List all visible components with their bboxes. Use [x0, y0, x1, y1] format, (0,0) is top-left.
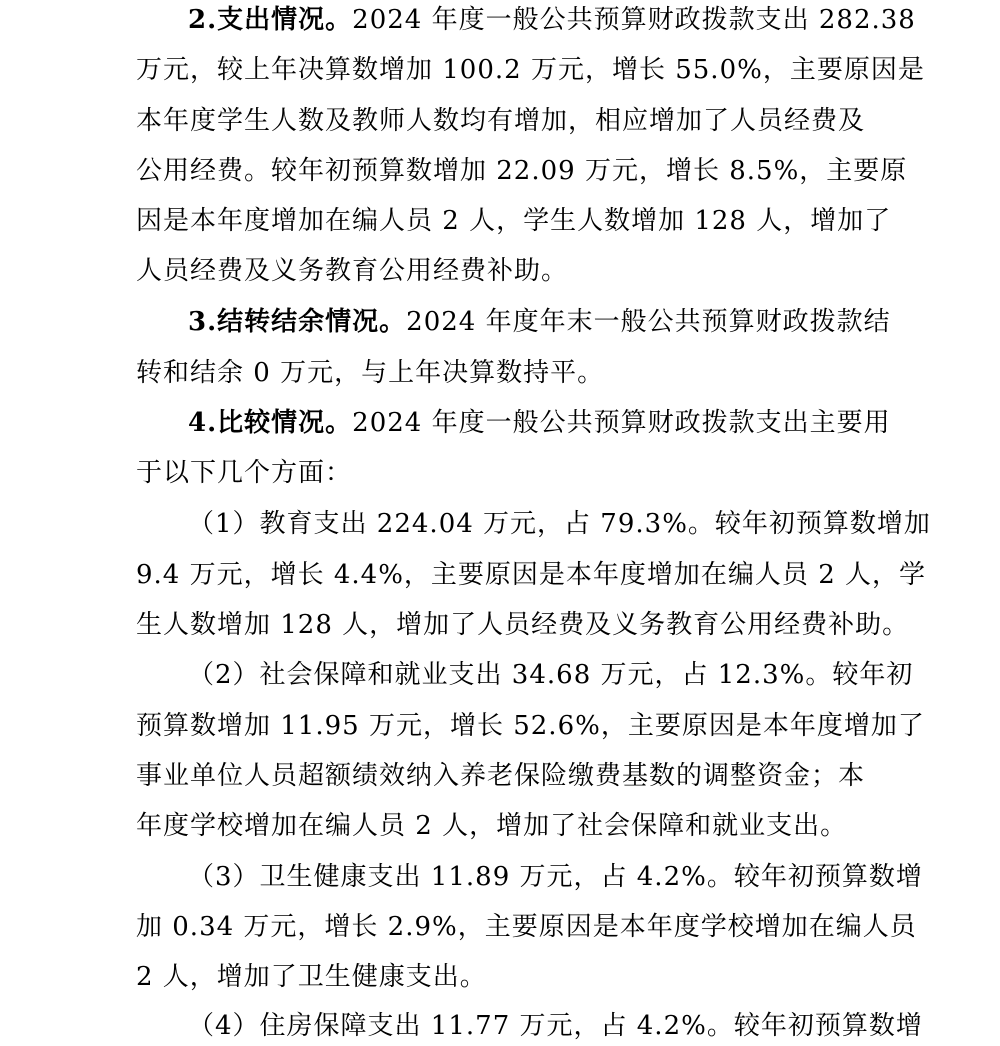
paragraph-text: 2024 年度一般公共预算财政拨款支出主要用	[352, 408, 891, 438]
paragraph-2-line-4: 公用经费。较年初预算数增加 22.09 万元，增长 8.5%，主要原	[136, 156, 908, 186]
item-3-line-2: 加 0.34 万元，增长 2.9%，主要原因是本年度学校增加在编人员	[136, 912, 917, 942]
section-heading-4: 4.比较情况。	[188, 408, 353, 438]
paragraph-3-line-1	[188, 302, 896, 342]
paragraph-text: 2024 年度年末一般公共预算财政拨款结	[406, 307, 891, 337]
item-3-line-3: 2 人，增加了卫生健康支出。	[136, 962, 487, 992]
paragraph-4-line-1	[188, 403, 896, 443]
item-1-line-3: 生人数增加 128 人，增加了人员经费及义务教育公用经费补助。	[136, 610, 910, 640]
paragraph-2-line-6: 人员经费及义务教育公用经费补助。	[136, 256, 569, 286]
paragraph-2-line-1	[188, 0, 916, 40]
paragraph-text: 2024 年度一般公共预算财政拨款支出 282.38	[352, 5, 916, 35]
paragraph-2-line-2: 万元，较上年决算数增加 100.2 万元，增长 55.0%，主要原因是	[136, 55, 925, 85]
section-heading-2: 2.支出情况。	[188, 5, 353, 35]
item-4-line-1: （4）住房保障支出 11.77 万元，占 4.2%。较年初预算数增	[188, 1011, 923, 1041]
paragraph-3-line-2: 转和结余 0 万元，与上年决算数持平。	[136, 358, 605, 388]
item-3-line-1: （3）卫生健康支出 11.89 万元，占 4.2%。较年初预算数增	[188, 862, 923, 892]
paragraph-2-line-5: 因是本年度增加在编人员 2 人，学生人数增加 128 人，增加了	[136, 206, 892, 236]
item-2-line-2: 预算数增加 11.95 万元，增长 52.6%，主要原因是本年度增加了	[136, 711, 925, 741]
section-heading-3: 3.结转结余情况。	[188, 307, 407, 337]
item-2-line-1: （2）社会保障和就业支出 34.68 万元，占 12.3%。较年初	[188, 660, 914, 690]
item-2-line-4: 年度学校增加在编人员 2 人，增加了社会保障和就业支出。	[136, 811, 848, 841]
item-1-line-1: （1）教育支出 224.04 万元，占 79.3%。较年初预算数增加	[188, 509, 931, 539]
item-1-line-2: 9.4 万元，增长 4.4%，主要原因是本年度增加在编人员 2 人，学	[136, 560, 927, 590]
paragraph-4-line-2: 于以下几个方面：	[136, 458, 353, 488]
paragraph-2-line-3: 本年度学生人数及教师人数均有增加，相应增加了人员经费及	[136, 106, 866, 136]
item-2-line-3: 事业单位人员超额绩效纳入养老保险缴费基数的调整资金；本	[136, 761, 866, 791]
